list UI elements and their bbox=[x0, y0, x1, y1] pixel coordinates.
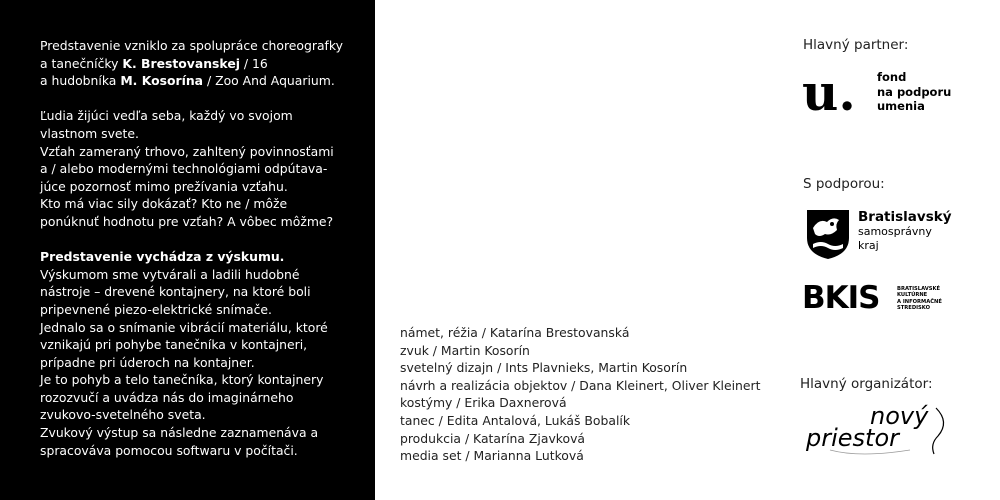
intro-text: / 16 bbox=[239, 55, 268, 71]
intro-text: a hudobníka bbox=[40, 73, 121, 89]
credit-item: kostýmy / Erika Daxnerová bbox=[400, 395, 567, 411]
concept-line: vlastnom svete. bbox=[40, 125, 139, 141]
research-line: vznikajú pri pohybe tanečníka v kontajneri, bbox=[40, 337, 308, 353]
fpu-line: fond bbox=[877, 70, 907, 84]
research-line: prípadne pri úderoch na kontajner. bbox=[40, 354, 255, 370]
intro-line bbox=[40, 55, 360, 73]
concept-paragraph bbox=[40, 107, 360, 230]
bsk-name bbox=[858, 209, 952, 253]
research-line: Je to pohyb a telo tanečníka, ktorý kontajnery bbox=[40, 372, 324, 388]
intro-line bbox=[40, 72, 360, 90]
np-word: priestor bbox=[806, 424, 899, 452]
fpu-line: na podporu bbox=[877, 84, 952, 99]
research-line: spracováva pomocou softwaru v počítači. bbox=[40, 442, 298, 458]
bkis-line: STREDISKO bbox=[897, 304, 930, 311]
intro-text: / Zoo And Aquarium. bbox=[203, 73, 335, 89]
research-line: pripevnené piezo-elektrické snímače. bbox=[40, 301, 272, 317]
np-word: nový bbox=[870, 402, 929, 430]
musician-name: M. Kosorína bbox=[120, 73, 204, 89]
research-line: rozozvučí a uvádza nás do imaginárneho bbox=[40, 389, 294, 405]
credit-item: námet, réžia / Katarína Brestovanská bbox=[400, 325, 630, 340]
concept-line: Kto má viac sily dokázať? Kto ne / môže bbox=[40, 196, 288, 212]
fpu-name bbox=[877, 70, 951, 114]
research-paragraph bbox=[40, 248, 360, 459]
fpu-line: umenia bbox=[877, 99, 925, 113]
credits-list bbox=[400, 324, 760, 465]
credit-item: návrh a realizácia objektov / Dana Kleinert, Oliver Kleinert bbox=[400, 377, 761, 393]
credit-item: svetelný dizajn / Ints Plavnieks, Martin Kosorín bbox=[400, 360, 688, 376]
research-line: Zvukový výstup sa následne zaznamenáva a bbox=[40, 425, 319, 441]
intro-paragraph bbox=[40, 37, 360, 90]
concept-line: Vzťah zameraný trhovo, zahltený povinnosťami bbox=[40, 143, 334, 159]
fpu-mark: u. bbox=[802, 68, 856, 118]
bsk-line: samosprávny bbox=[858, 225, 932, 238]
bsk-crest-icon bbox=[805, 208, 851, 260]
bkis-logo: BKIS bbox=[802, 280, 880, 316]
credit-item: tanec / Edita Antalová, Lukáš Bobalík bbox=[400, 412, 631, 428]
choreographer-name: K. Brestovanskej bbox=[122, 55, 240, 71]
bkis-line: A INFORMAČNÉ bbox=[897, 298, 942, 305]
concept-line: a / alebo modernými technológiami odpútava- bbox=[40, 161, 328, 177]
description-panel bbox=[0, 0, 375, 500]
bsk-line: Bratislavský bbox=[858, 209, 952, 225]
support-heading: S podporou: bbox=[803, 176, 885, 192]
research-line: Výskumom sme vytvárali a ladili hudobné bbox=[40, 266, 300, 282]
credit-item: media set / Marianna Lutková bbox=[400, 448, 584, 464]
intro-text: a tanečníčky bbox=[40, 55, 123, 71]
bsk-line: kraj bbox=[858, 239, 879, 252]
bkis-subtitle bbox=[897, 286, 942, 311]
description-text bbox=[40, 37, 360, 477]
research-heading: Predstavenie vychádza z výskumu. bbox=[40, 249, 285, 265]
fpu-logo-icon bbox=[802, 68, 872, 118]
organizer-heading: Hlavný organizátor: bbox=[800, 376, 933, 392]
credit-item: zvuk / Martin Kosorín bbox=[400, 342, 530, 358]
concept-line: júce pozornosť mimo prežívania vzťahu. bbox=[40, 178, 288, 194]
novy-priestor-logo-icon bbox=[800, 400, 956, 462]
bkis-line: BRATISLAVSKÉ bbox=[897, 286, 941, 292]
research-line: Jednalo sa o snímanie vibrácií materiálu, ktoré bbox=[40, 319, 328, 335]
intro-line: Predstavenie vzniklo za spolupráce choreografky bbox=[40, 38, 343, 53]
concept-line: ponúknuť hodnotu pre vzťah? A vôbec môžme? bbox=[40, 213, 334, 229]
main-partner-heading: Hlavný partner: bbox=[803, 37, 909, 53]
concept-line: Ľudia žijúci vedľa seba, každý vo svojom bbox=[40, 108, 293, 124]
research-line: nástroje – drevené kontajnery, na ktoré boli bbox=[40, 284, 311, 300]
research-line: zvukovo-svetelného sveta. bbox=[40, 407, 206, 423]
bkis-line: KULTÚRNE bbox=[897, 292, 928, 299]
credit-item: produkcia / Katarína Zjavková bbox=[400, 430, 586, 446]
